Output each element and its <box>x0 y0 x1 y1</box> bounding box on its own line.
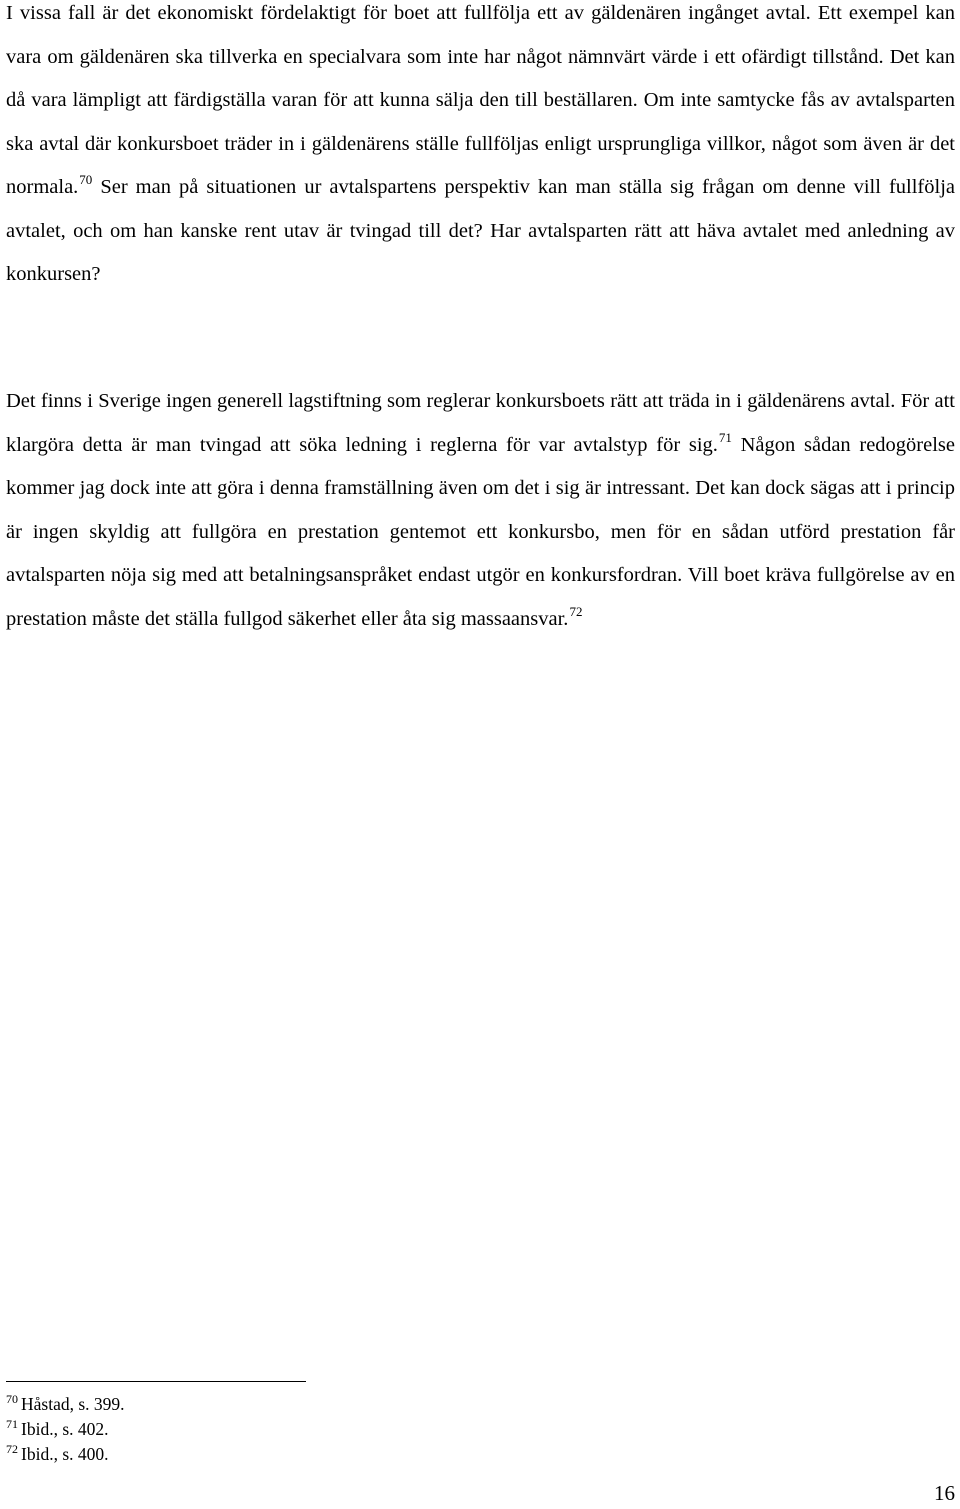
paragraph-2-text-a: Det finns i Sverige ingen generell lagstiftning som reglerar konkursboets rätt att träda in i gäldenärens avtal. För att klargöra detta är man tvingad att söka ledning i reglerna för var avtalstyp för sig. <box>6 390 955 456</box>
paragraph-1-text-b: Ser man på situationen ur avtalspartens perspektiv kan man ställa sig frågan om denne vill fullfölja avtalet, och om han kanske rent utav är tvingad till det? Har avtalsparten rätt att häva avtalet med anledning av konkursen? <box>6 176 955 285</box>
footnote-70 <box>6 1392 606 1417</box>
footnote-number-70: 70 <box>6 1392 18 1406</box>
paragraph-2-text-b: Någon sådan redogörelse kommer jag dock inte att göra i denna framställning även om det i sig är intressant. Det kan dock sägas att i princip är ingen skyldig att fullgöra en prestation gentemot ett konkursbo, men för en sådan utförd prestation får avtalsparten nöja sig med att betalningsanspråket endast utgör en konkursfordran. Vill boet kräva fullgörelse av en prestation måste det ställa fullgod säkerhet eller åta sig massaansvar. <box>6 433 955 630</box>
footnotes <box>6 1392 606 1467</box>
body-paragraph-2 <box>6 380 955 641</box>
footnote-separator <box>6 1381 306 1382</box>
footnote-71 <box>6 1417 606 1442</box>
footnote-text-71: Ibid., s. 402. <box>21 1419 109 1439</box>
footnote-number-72: 72 <box>6 1442 18 1456</box>
footnote-number-71: 71 <box>6 1417 18 1431</box>
footnote-72 <box>6 1442 606 1467</box>
footnote-ref-70[interactable]: 70 <box>79 172 93 187</box>
footnote-text-70: Håstad, s. 399. <box>21 1394 125 1414</box>
footnote-ref-71[interactable]: 71 <box>718 429 732 445</box>
footnote-text-72: Ibid., s. 400. <box>21 1444 109 1464</box>
page-number: 16 <box>934 1481 955 1505</box>
paragraph-1-text-a: I vissa fall är det ekonomiskt fördelaktigt för boet att fullfölja ett av gäldenären ingånget avtal. Ett exempel kan vara om gäldenären ska tillverka en specialvara som inte har något nämnvärt värde i ett ofärdigt tillstånd. Det kan då vara lämpligt att färdigställa varan för att kunna sälja den till beställaren. Om inte samtycke fås av avtalsparten ska avtal där konkursboet träder in i gäldenärens ställe fullföljas enligt ursprungliga villkor, något som även är det normala. <box>6 2 955 198</box>
footnote-ref-72[interactable]: 72 <box>569 603 583 619</box>
body-paragraph-1 <box>6 0 955 297</box>
